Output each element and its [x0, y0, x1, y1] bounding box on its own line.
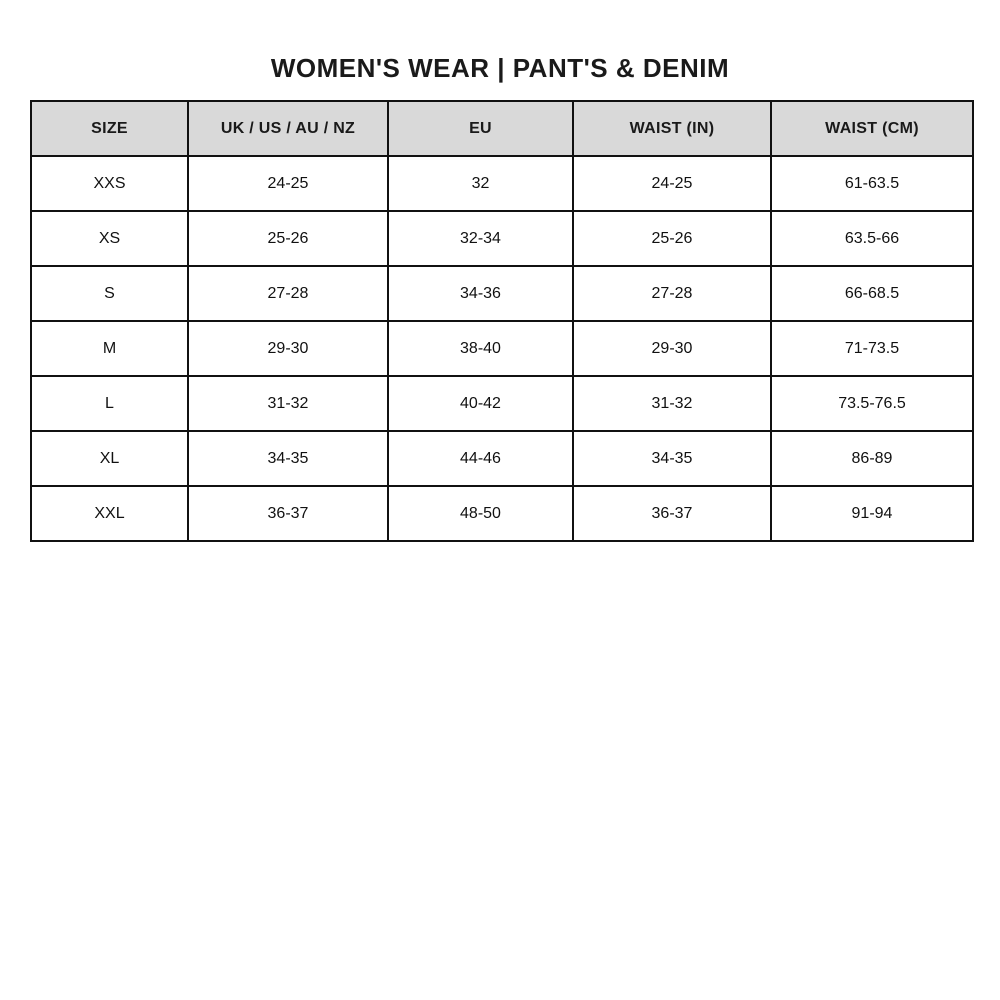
- size-label-cell: XL: [31, 431, 188, 486]
- table-body: [31, 156, 973, 541]
- size-value-cell: 61-63.5: [771, 156, 973, 211]
- size-value-cell: 34-35: [573, 431, 771, 486]
- column-header-uk-us-au-nz: UK / US / AU / NZ: [188, 101, 388, 156]
- size-value-cell: 86-89: [771, 431, 973, 486]
- size-value-cell: 29-30: [188, 321, 388, 376]
- size-label-cell: M: [31, 321, 188, 376]
- size-label-cell: S: [31, 266, 188, 321]
- size-value-cell: 34-35: [188, 431, 388, 486]
- size-value-cell: 25-26: [188, 211, 388, 266]
- size-value-cell: 31-32: [573, 376, 771, 431]
- table-header: [31, 101, 973, 156]
- size-label-cell: XXS: [31, 156, 188, 211]
- size-value-cell: 73.5-76.5: [771, 376, 973, 431]
- size-label-cell: L: [31, 376, 188, 431]
- size-value-cell: 40-42: [388, 376, 573, 431]
- table-row: [31, 376, 973, 431]
- column-header-size: SIZE: [31, 101, 188, 156]
- size-value-cell: 63.5-66: [771, 211, 973, 266]
- table-row: [31, 211, 973, 266]
- size-value-cell: 31-32: [188, 376, 388, 431]
- size-value-cell: 38-40: [388, 321, 573, 376]
- table-row: [31, 156, 973, 211]
- size-value-cell: 27-28: [188, 266, 388, 321]
- size-value-cell: 25-26: [573, 211, 771, 266]
- size-value-cell: 44-46: [388, 431, 573, 486]
- size-value-cell: 29-30: [573, 321, 771, 376]
- size-value-cell: 36-37: [188, 486, 388, 541]
- table-row: [31, 266, 973, 321]
- column-header-waist-cm: WAIST (CM): [771, 101, 973, 156]
- size-value-cell: 36-37: [573, 486, 771, 541]
- size-value-cell: 32: [388, 156, 573, 211]
- size-value-cell: 66-68.5: [771, 266, 973, 321]
- size-value-cell: 34-36: [388, 266, 573, 321]
- size-value-cell: 24-25: [573, 156, 771, 211]
- size-chart-table: [30, 100, 974, 542]
- size-label-cell: XS: [31, 211, 188, 266]
- column-header-eu: EU: [388, 101, 573, 156]
- size-value-cell: 24-25: [188, 156, 388, 211]
- table-row: [31, 321, 973, 376]
- size-label-cell: XXL: [31, 486, 188, 541]
- size-value-cell: 71-73.5: [771, 321, 973, 376]
- size-value-cell: 91-94: [771, 486, 973, 541]
- table-row: [31, 486, 973, 541]
- size-value-cell: 27-28: [573, 266, 771, 321]
- size-value-cell: 48-50: [388, 486, 573, 541]
- table-row: [31, 431, 973, 486]
- header-row: [31, 101, 973, 156]
- size-value-cell: 32-34: [388, 211, 573, 266]
- page-title: WOMEN'S WEAR | PANT'S & DENIM: [270, 53, 730, 84]
- column-header-waist-in: WAIST (IN): [573, 101, 771, 156]
